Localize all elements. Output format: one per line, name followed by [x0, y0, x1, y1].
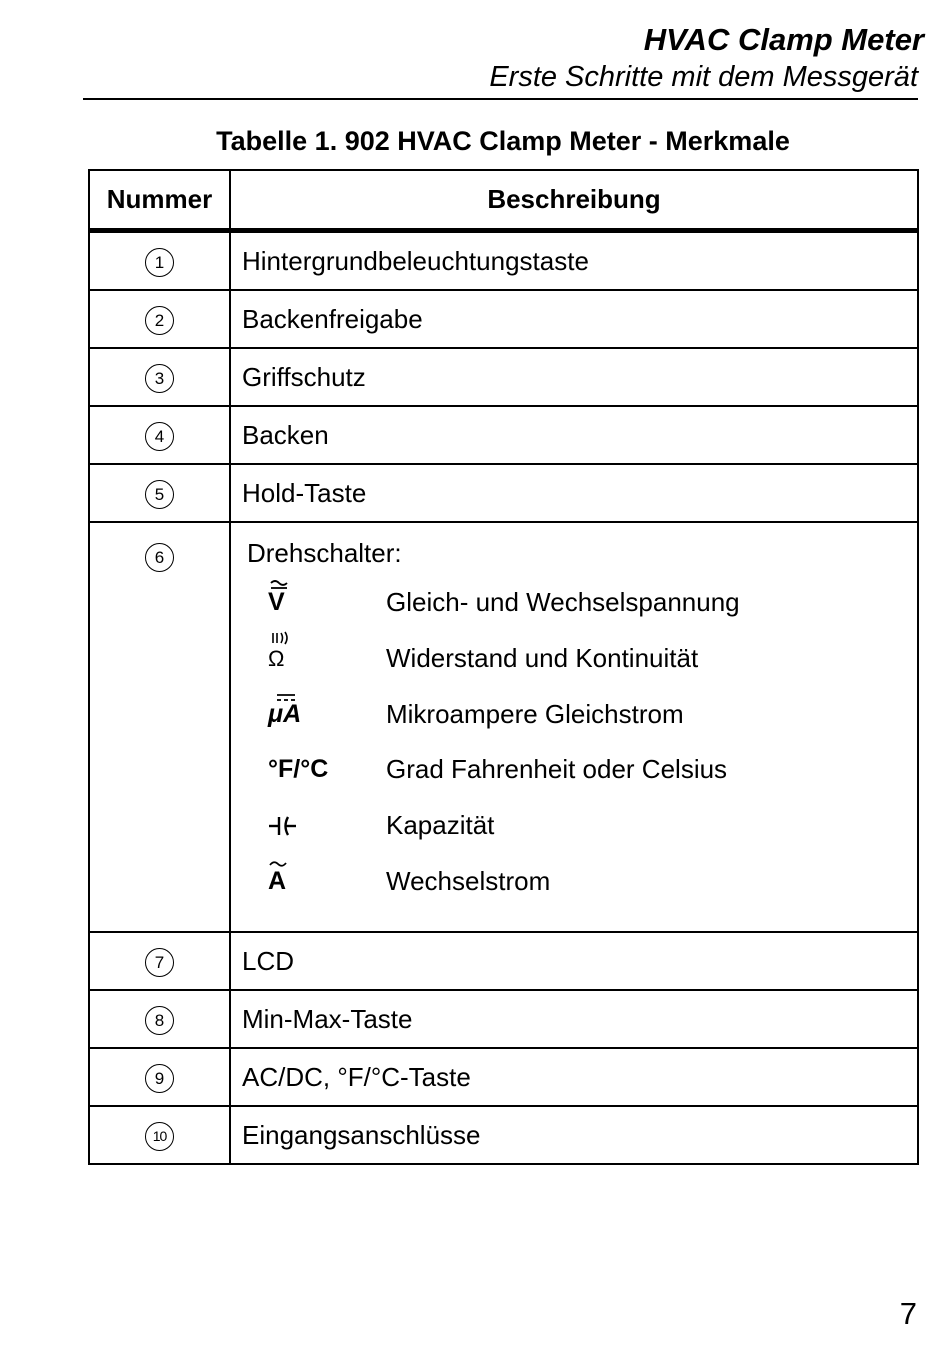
resistance-continuity-icon: Ω [242, 644, 386, 673]
item-number-badge: 7 [145, 948, 174, 977]
header-rule [83, 98, 918, 100]
item-description: Backen [230, 406, 918, 464]
dc-microamp-icon: μA [268, 699, 302, 728]
table-row [89, 1048, 918, 1106]
capacitor-icon [242, 811, 386, 840]
item-number-badge: 10 [145, 1122, 174, 1151]
item-description: Griffschutz [230, 348, 918, 406]
item-description: Backenfreigabe [230, 290, 918, 348]
table-row [89, 932, 918, 990]
item-description: Hintergrundbeleuchtungstaste [230, 231, 918, 291]
table-row [89, 1106, 918, 1164]
table-row [89, 290, 918, 348]
switch-position: V Gleich- und Wechselspannung [242, 575, 917, 631]
switch-position: Ω Widerstand und Kontinuität [242, 631, 917, 687]
item-number-badge: 1 [145, 248, 174, 277]
rotary-switch-heading: Drehschalter: [247, 538, 402, 568]
switch-position: A Wechselstrom [242, 853, 917, 909]
page-number: 7 [899, 1296, 917, 1331]
item-number-badge: 2 [145, 306, 174, 335]
table-caption: Tabelle 1. 902 HVAC Clamp Meter - Merkmale [216, 126, 790, 156]
features-table [88, 169, 919, 1165]
item-description: Min-Max-Taste [230, 990, 918, 1048]
item-description: AC/DC, °F/°C-Taste [230, 1048, 918, 1106]
switch-position: Kapazität [242, 798, 917, 854]
item-description: Eingangsanschlüsse [230, 1106, 918, 1164]
header-subtitle: Erste Schritte mit dem Messgerät [489, 61, 918, 93]
ac-current-icon: A [242, 867, 386, 896]
table-row [89, 990, 918, 1048]
table-row [89, 464, 918, 522]
item-number-badge: 3 [145, 364, 174, 393]
item-number-badge: 5 [145, 480, 174, 509]
table-row-rotary-switch [89, 522, 918, 932]
item-number-badge: 8 [145, 1006, 174, 1035]
ac-dc-voltage-icon: V [242, 588, 386, 617]
table-row [89, 348, 918, 406]
column-header-nummer: Nummer [89, 170, 230, 231]
switch-position: °F/°C Grad Fahrenheit oder Celsius [242, 742, 917, 798]
item-number-badge: 4 [145, 422, 174, 451]
item-description: Hold-Taste [230, 464, 918, 522]
header-title: HVAC Clamp Meter [643, 22, 924, 57]
column-header-beschreibung: Beschreibung [230, 170, 918, 231]
item-number-badge: 9 [145, 1064, 174, 1093]
switch-position: μA Mikroampere Gleichstrom [242, 686, 917, 742]
temperature-icon: °F/°C [268, 755, 329, 784]
table-row [89, 231, 918, 291]
item-number-badge: 6 [145, 543, 174, 572]
item-description: LCD [230, 932, 918, 990]
table-row [89, 406, 918, 464]
